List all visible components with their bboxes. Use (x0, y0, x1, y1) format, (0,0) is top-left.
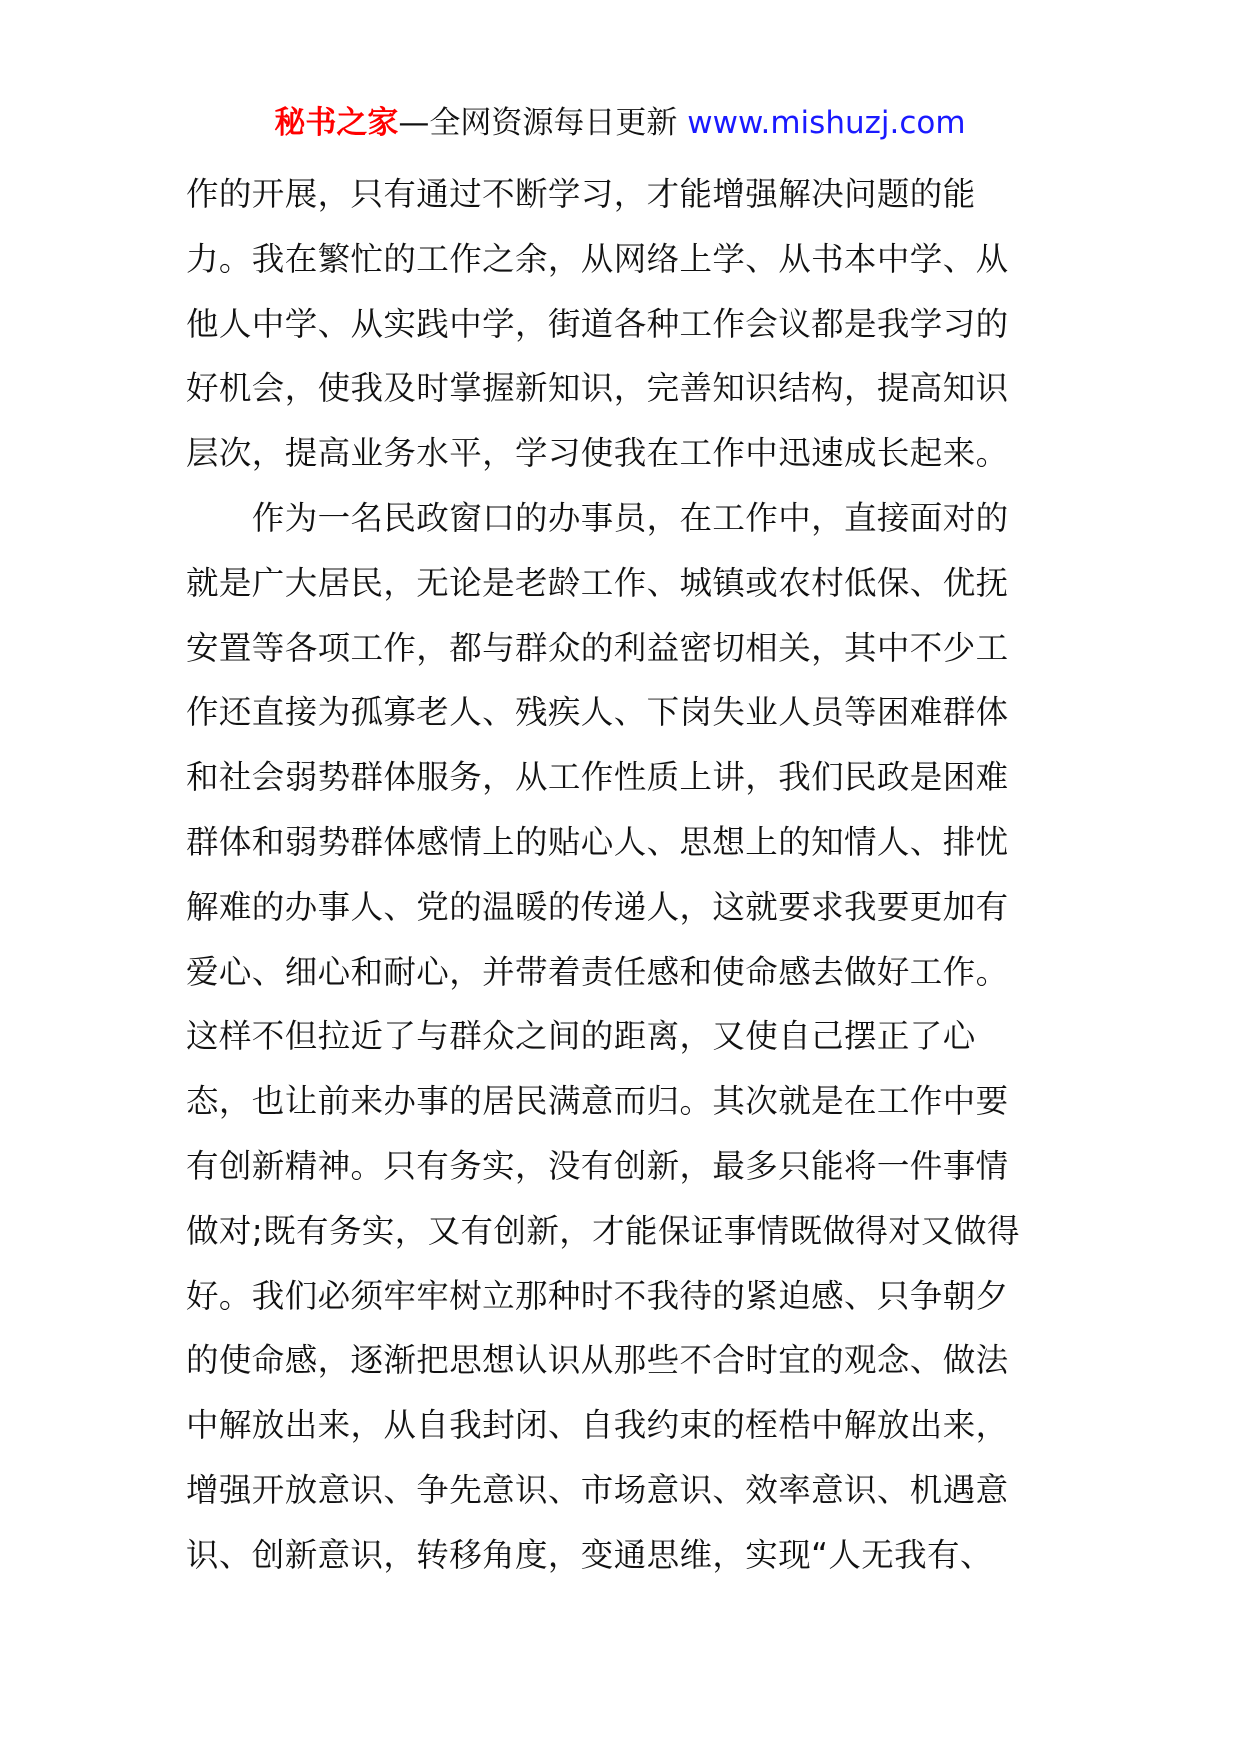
text-line: 好。我们必须牢牢树立那种时不我待的紧迫感、只争朝夕 (186, 1276, 1009, 1315)
text-line: 和社会弱势群体服务，从工作性质上讲，我们民政是困难 (186, 758, 1009, 797)
text-line: 安置等各项工作，都与群众的利益密切相关，其中不少工 (186, 628, 1009, 667)
brand-name: 秘书之家 (274, 105, 399, 141)
text-line: 有创新精神。只有务实，没有创新，最多只能将一件事情 (186, 1146, 1009, 1185)
text-line: 作的开展，只有通过不断学习，才能增强解决问题的能 (186, 175, 976, 213)
text-line: 这样不但拉近了与群众之间的距离，又使自己摆正了心 (186, 1017, 976, 1056)
text-line: 态，也让前来办事的居民满意而归。其次就是在工作中要 (186, 1082, 1009, 1121)
text-line: 中解放出来，从自我封闭、自我约束的桎梏中解放出来， (186, 1406, 1009, 1445)
text-line: 他人中学、从实践中学，街道各种工作会议都是我学习的 (186, 304, 1009, 343)
text-line: 做对;既有务实，又有创新，才能保证事情既做得对又做得 (186, 1211, 1020, 1250)
page-header (0, 100, 1240, 146)
text-line: 就是广大居民，无论是老龄工作、城镇或农村低保、优抚 (186, 563, 1009, 602)
header-tagline: —全网资源每日更新 (398, 105, 678, 141)
text-line: 的使命感，逐渐把思想认识从那些不合时宜的观念、做法 (186, 1341, 1009, 1380)
text-line: 力。我在繁忙的工作之余，从网络上学、从书本中学、从 (186, 239, 1009, 278)
text-line: 好机会，使我及时掌握新知识，完善知识结构，提高知识 (186, 369, 1009, 408)
body-text (186, 162, 1056, 1588)
text-line: 识、创新意识，转移角度，变通思维，实现“人无我有、 (186, 1535, 993, 1574)
text-line: 解难的办事人、党的温暖的传递人，这就要求我要更加有 (186, 887, 1009, 926)
text-line: 爱心、细心和耐心，并带着责任感和使命感去做好工作。 (186, 952, 1009, 991)
text-line: 作还直接为孤寡老人、残疾人、下岗失业人员等困难群体 (186, 693, 1009, 732)
paragraph-start-line: 作为一名民政窗口的办事员，在工作中，直接面对的 (186, 498, 1009, 537)
text-line: 群体和弱势群体感情上的贴心人、思想上的知情人、排忧 (186, 822, 1009, 861)
text-line: 增强开放意识、争先意识、市场意识、效率意识、机遇意 (186, 1470, 1009, 1509)
website-link[interactable]: www.mishuzj.com (687, 105, 966, 141)
text-line: 层次，提高业务水平，学习使我在工作中迅速成长起来。 (186, 434, 1009, 473)
